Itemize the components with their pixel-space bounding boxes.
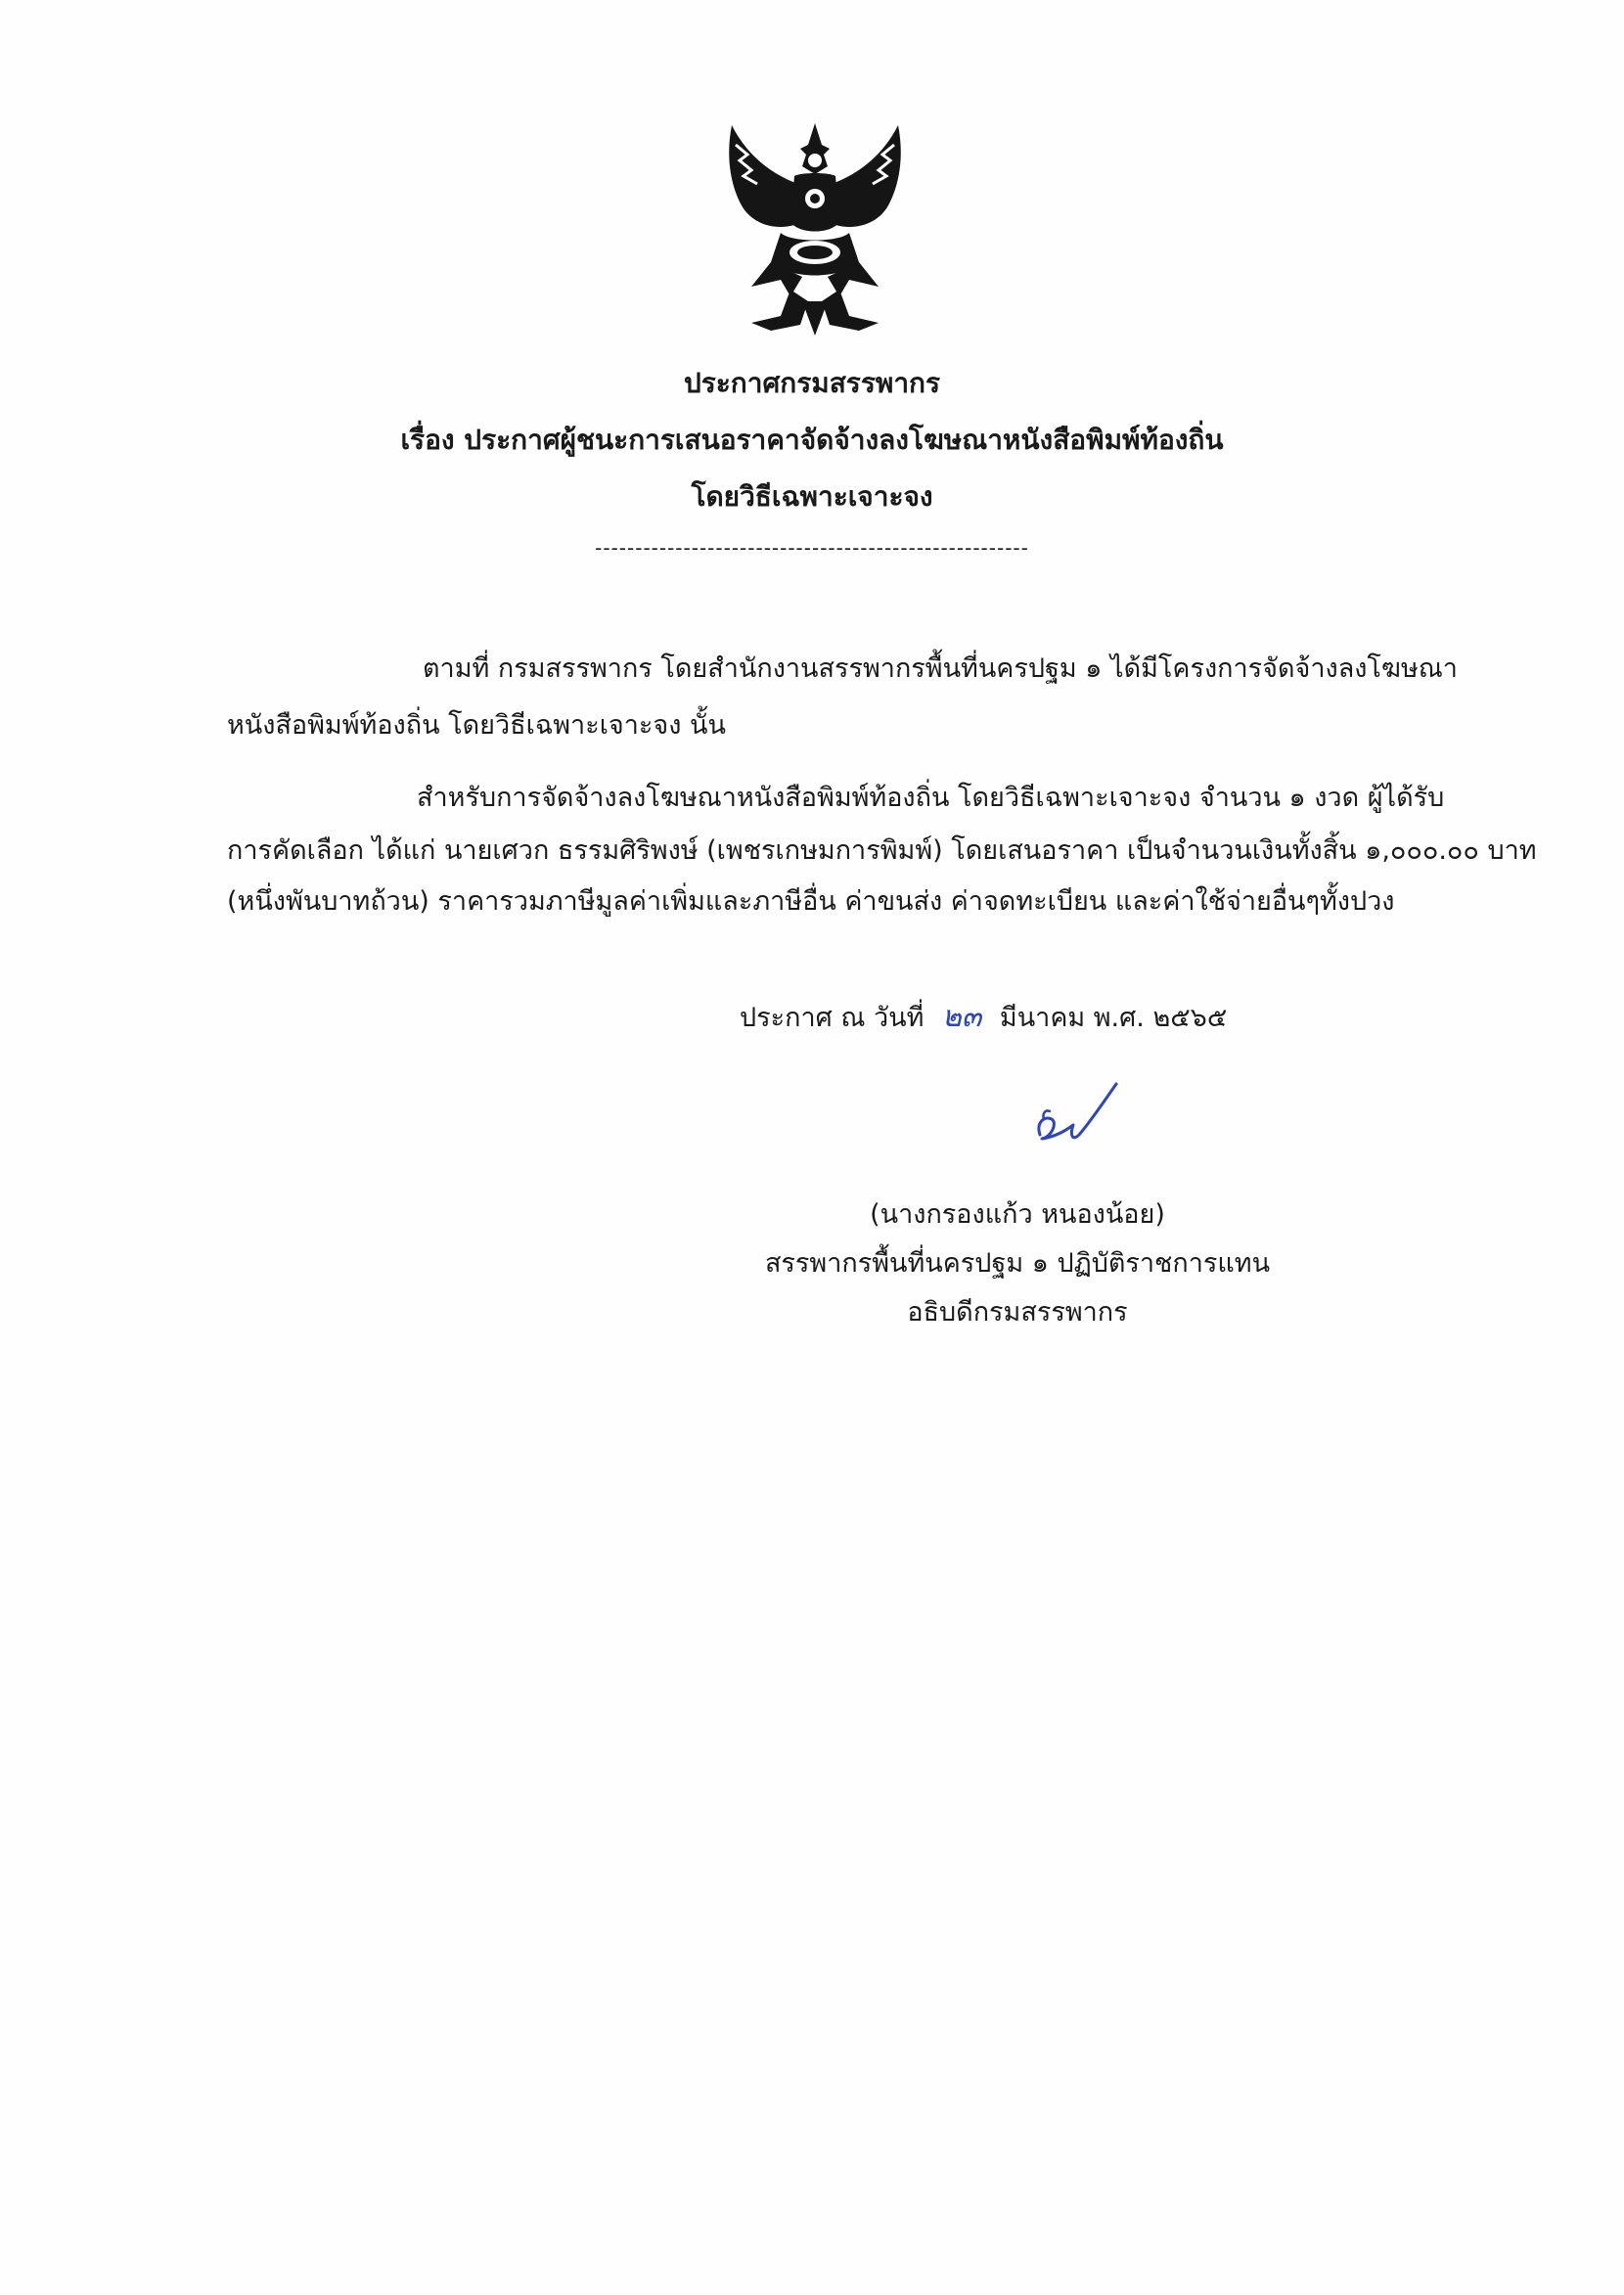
date-prefix: ประกาศ ณ วันที่ — [740, 1003, 925, 1033]
paragraph1-line1: ตามที่ กรมสรรพากร โดยสำนักงานสรรพากรพื้นที่นครปฐม ๑ ได้มีโครงการจัดจ้างลงโฆษณา — [423, 653, 1458, 684]
paragraph2-line3: (หนึ่งพันบาทถ้วน) ราคารวมภาษีมูลค่าเพิ่มและภาษีอื่น ค่าขนส่ง ค่าจดทะเบียน และค่าใช้จ่ายอื่นๆทั้งปวง — [227, 886, 1395, 917]
paragraph2-line1: สำหรับการจัดจ้างลงโฆษณาหนังสือพิมพ์ท้องถิ่น โดยวิธีเฉพาะเจาะจง จำนวน ๑ งวด ผู้ได้รับ — [417, 783, 1445, 813]
signatory-on-behalf: อธิบดีกรมสรรพากร — [907, 1297, 1128, 1328]
separator-line: ------------------------------------------------------ — [595, 536, 1029, 560]
announcement-date — [740, 998, 1227, 1038]
signatory-name: (นางกรองแก้ว หนองน้อย) — [870, 1199, 1165, 1230]
signatory-position: สรรพากรพื้นที่นครปฐม ๑ ปฏิบัติราชการแทน — [764, 1248, 1271, 1279]
handwritten-day: ๒๓ — [942, 1000, 982, 1034]
garuda-emblem-icon — [712, 115, 918, 340]
paragraph1-line2: หนังสือพิมพ์ท้องถิ่น โดยวิธีเฉพาะเจาะจง นั้น — [227, 710, 726, 741]
paragraph2-line2: การคัดเลือก ได้แก่ นายเศวก ธรรมศิริพงษ์ (เพชรเกษมการพิมพ์) โดยเสนอราคา เป็นจำนวนเงินทั้งสิ้น ๑,๐๐๐.๐๐ บาท — [227, 835, 1537, 866]
announcement-subject: เรื่อง ประกาศผู้ชนะการเสนอราคาจัดจ้างลงโฆษณาหนังสือพิมพ์ท้องถิ่น — [400, 424, 1224, 456]
procurement-method: โดยวิธีเฉพาะเจาะจง — [691, 480, 933, 513]
handwritten-signature-icon — [1022, 1076, 1120, 1164]
date-month-year: มีนาคม พ.ศ. ๒๕๖๕ — [999, 1003, 1228, 1033]
announcement-title: ประกาศกรมสรรพากร — [683, 367, 941, 399]
